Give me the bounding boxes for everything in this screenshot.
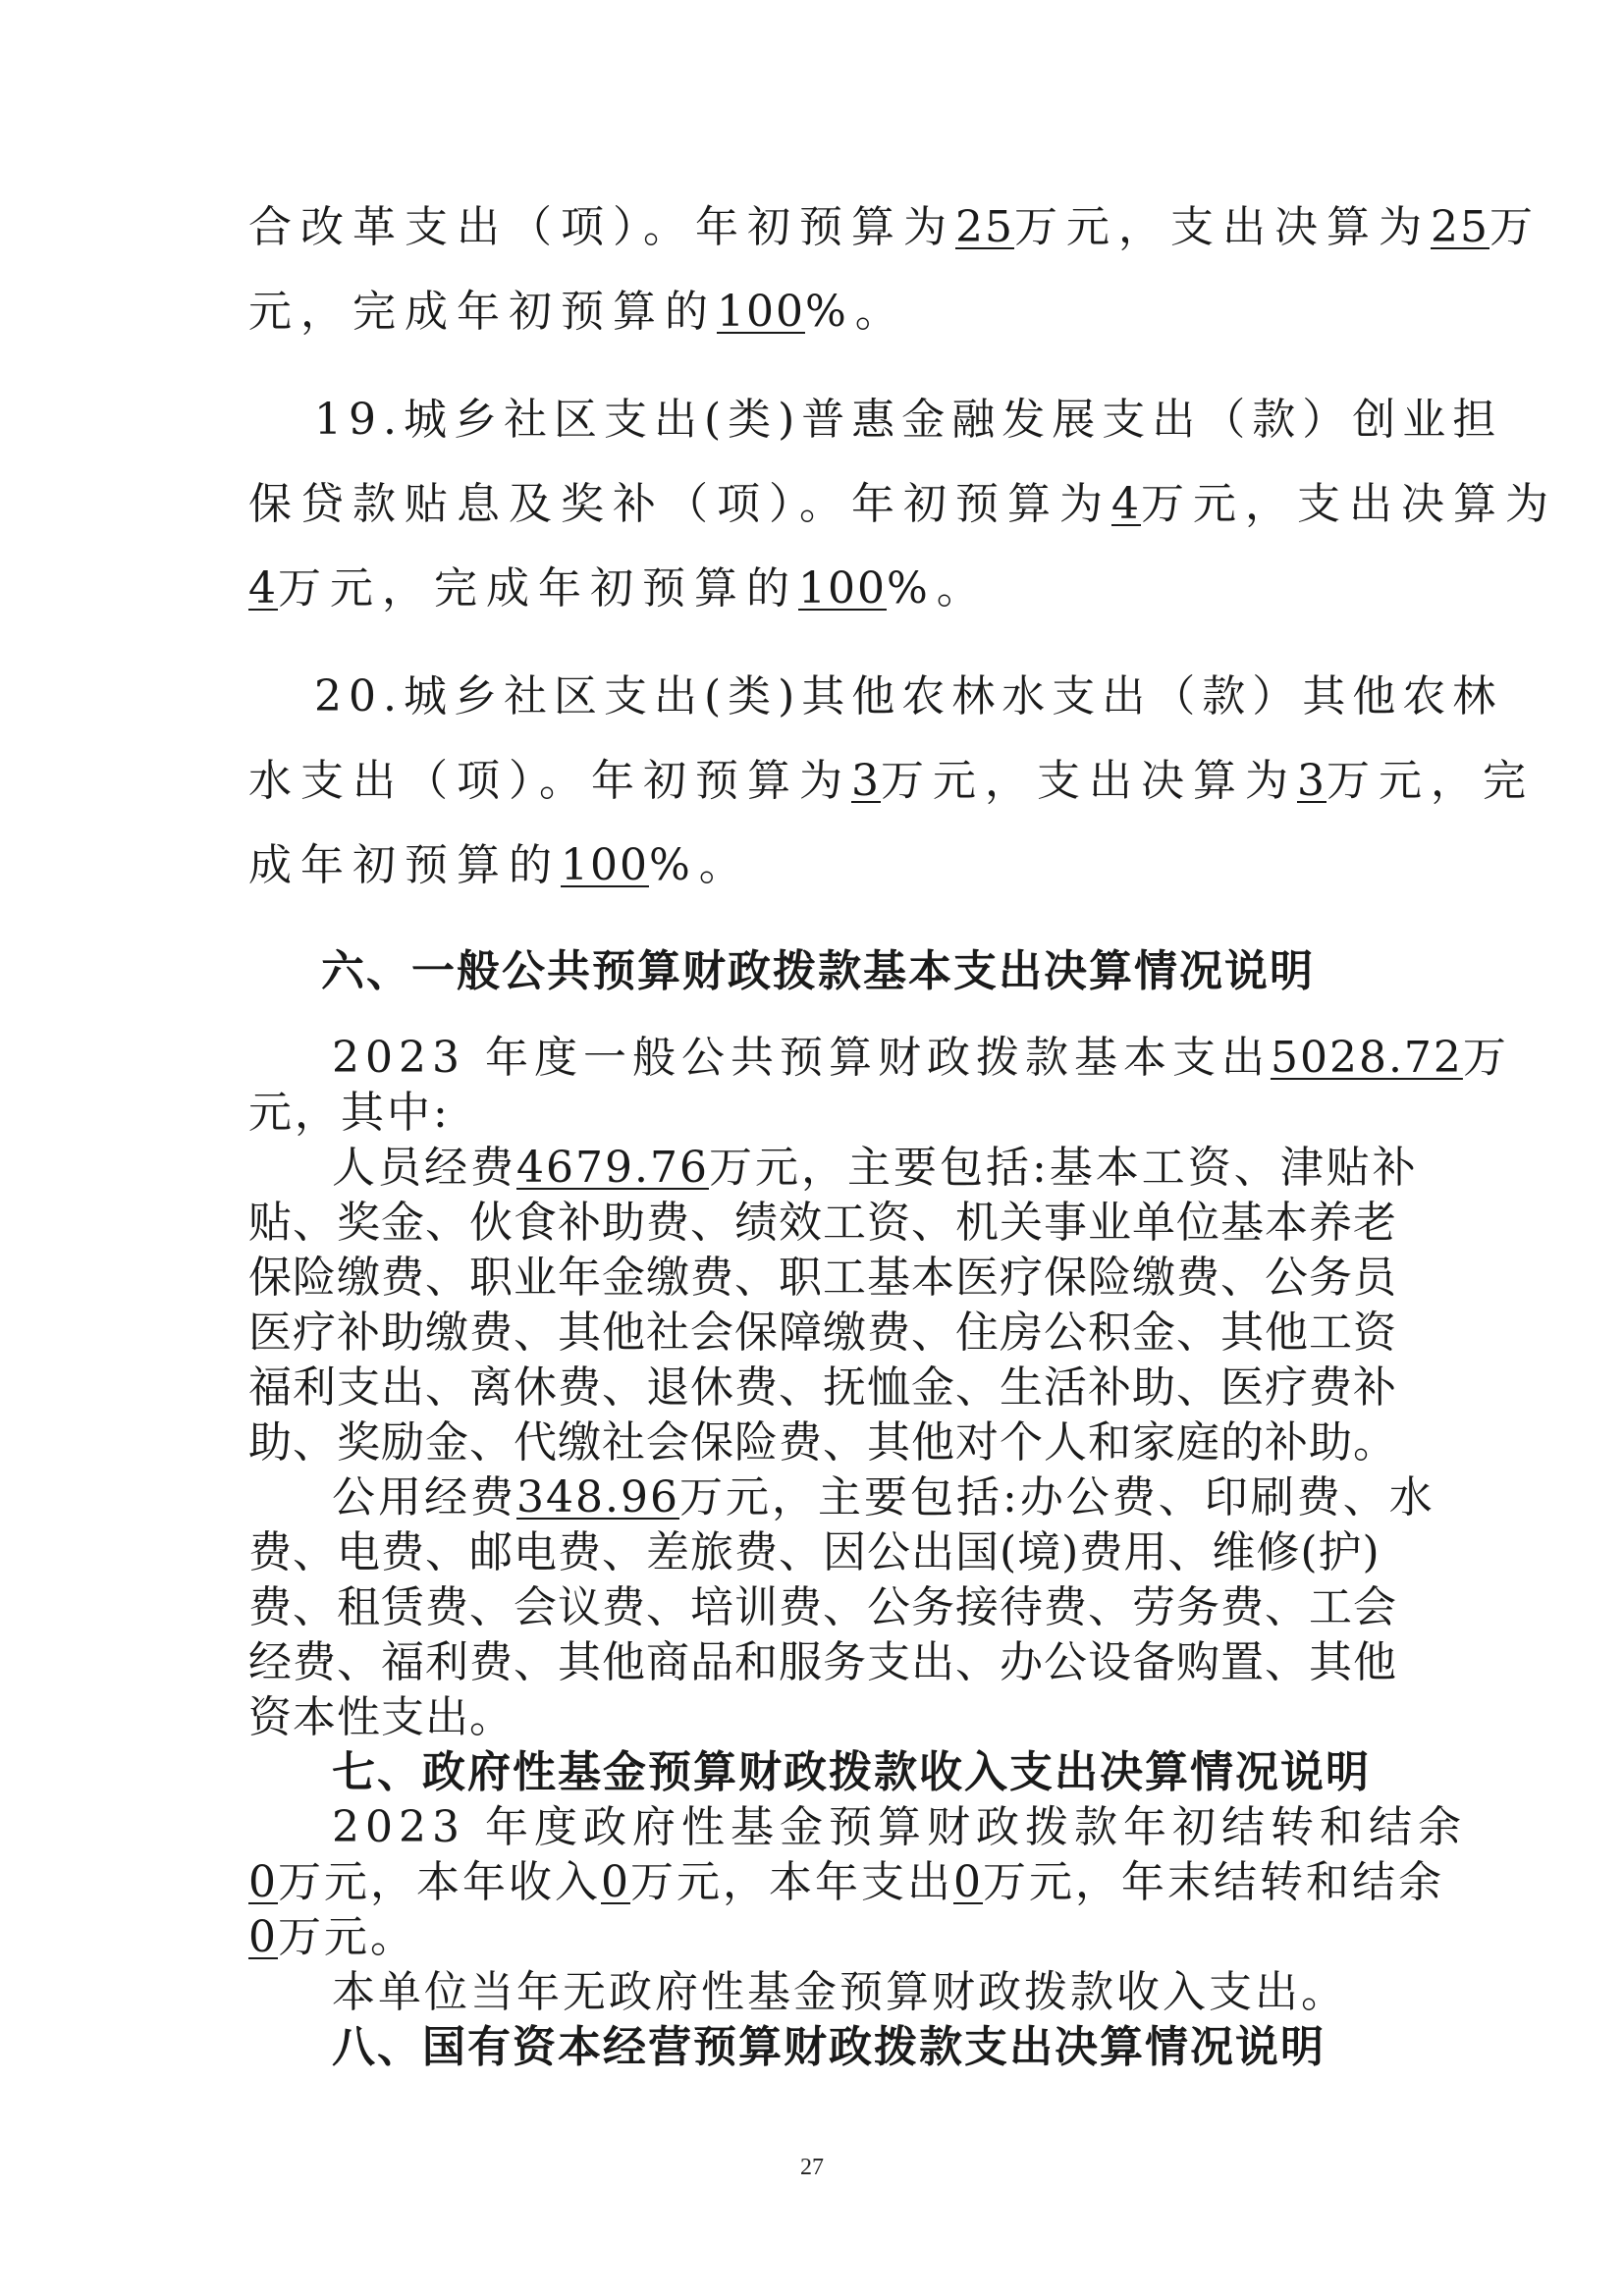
public-expense-value: 348.96 [516, 1472, 679, 1522]
paragraph-18-line-1 [248, 200, 1542, 255]
text-run: 万元，本年支出 [630, 1857, 953, 1907]
budget-value: 4 [1111, 479, 1141, 529]
text-run: 人员经费 [332, 1143, 516, 1193]
section-7-p1-line-1: 2023 年度政府性基金预算财政拨款年初结转和结余 [332, 1802, 1467, 1852]
section-6-p3-line-1 [332, 1470, 1435, 1525]
page-number: 27 [800, 2155, 824, 2180]
text-run: 万元，完 [1326, 756, 1535, 806]
carryover-end-value: 0 [248, 1912, 278, 1962]
section-6-p2-line-4: 医疗补助缴费、其他社会保障缴费、住房公积金、其他工资 [248, 1308, 1397, 1358]
final-value: 25 [1431, 202, 1489, 252]
completion-value: 100 [717, 287, 805, 337]
paragraph-20-line-3 [248, 838, 751, 893]
section-6-p3-line-2: 费、电费、邮电费、差旅费、因公出国(境)费用、维修(护) [248, 1527, 1380, 1577]
completion-value: 100 [798, 563, 887, 614]
text-run: 公用经费 [332, 1472, 516, 1522]
section-6-p2-line-1 [332, 1141, 1419, 1196]
paragraph-18-line-2 [248, 285, 907, 340]
text-run: 万元，支出决算为 [1141, 479, 1557, 529]
text-run: 万 [1489, 202, 1542, 252]
text-run: 万元，支出决算为 [1014, 202, 1431, 252]
paragraph-19-line-2 [248, 477, 1557, 532]
carryover-start-value: 0 [248, 1857, 278, 1907]
section-6-p2-line-6: 助、奖励金、代缴社会保险费、其他对个人和家庭的补助。 [248, 1417, 1397, 1468]
final-value: 3 [1297, 756, 1326, 806]
text-run: 成年初预算的 [248, 840, 561, 890]
text-run: 合改革支出（项）。年初预算为 [248, 202, 955, 252]
text-run: 万元，年末结转和结余 [983, 1857, 1444, 1907]
section-6-p3-line-5: 资本性支出。 [248, 1692, 514, 1742]
paragraph-20-line-1: 20.城乡社区支出(类)其他农林水支出（款）其他农林 [314, 671, 1503, 721]
section-7-heading: 七、政府性基金预算财政拨款收入支出决算情况说明 [332, 1747, 1371, 1797]
budget-value: 3 [851, 756, 881, 806]
section-6-heading: 六、一般公共预算财政拨款基本支出决算情况说明 [321, 946, 1315, 996]
paragraph-20-line-2 [248, 754, 1535, 809]
section-6-p2-line-5: 福利支出、离休费、退休费、抚恤金、生活补助、医疗费补 [248, 1362, 1397, 1413]
text-run: 万元，主要包括:基本工资、津贴补 [708, 1143, 1419, 1193]
text-run: 万元。 [278, 1912, 416, 1962]
text-run: 水支出（项）。年初预算为 [248, 756, 851, 806]
text-run: 万元，完成年初预算的 [278, 563, 798, 614]
section-7-p2: 本单位当年无政府性基金预算财政拨款收入支出。 [332, 1967, 1347, 2017]
text-run: 2023 年度一般公共预算财政拨款基本支出 [332, 1033, 1271, 1083]
section-6-p1-line-2: 元，其中: [248, 1088, 451, 1138]
paragraph-19-line-1: 19.城乡社区支出(类)普惠金融发展支出（款）创业担 [314, 395, 1503, 445]
section-6-p2-line-3: 保险缴费、职业年金缴费、职工基本医疗保险缴费、公务员 [248, 1253, 1397, 1303]
completion-value: 100 [561, 840, 649, 890]
final-value: 4 [248, 563, 278, 614]
paragraph-19-line-3 [248, 561, 989, 616]
section-6-p2-line-2: 贴、奖金、伙食补助费、绩效工资、机关事业单位基本养老 [248, 1198, 1397, 1248]
basic-expenditure-value: 5028.72 [1270, 1033, 1463, 1083]
budget-value: 25 [955, 202, 1014, 252]
section-6-p1-line-1 [332, 1031, 1512, 1086]
text-run: 万元，本年收入 [278, 1857, 601, 1907]
section-7-p1-line-3 [248, 1910, 416, 1965]
section-6-p3-line-3: 费、租赁费、会议费、培训费、公务接待费、劳务费、工会 [248, 1582, 1397, 1632]
text-run: 万元，支出决算为 [881, 756, 1297, 806]
text-run: %。 [648, 840, 751, 890]
text-run: %。 [804, 287, 907, 337]
personnel-expense-value: 4679.76 [516, 1143, 709, 1193]
expenditure-value: 0 [953, 1857, 983, 1907]
section-8-heading: 八、国有资本经营预算财政拨款支出决算情况说明 [332, 2022, 1326, 2072]
income-value: 0 [601, 1857, 630, 1907]
text-run: 万 [1462, 1033, 1512, 1083]
text-run: 元，完成年初预算的 [248, 287, 717, 337]
text-run: %。 [886, 563, 989, 614]
text-run: 保贷款贴息及奖补（项）。年初预算为 [248, 479, 1111, 529]
section-7-p1-line-2 [248, 1855, 1444, 1910]
text-run: 万元，主要包括:办公费、印刷费、水 [678, 1472, 1435, 1522]
section-6-p3-line-4: 经费、福利费、其他商品和服务支出、办公设备购置、其他 [248, 1637, 1397, 1687]
